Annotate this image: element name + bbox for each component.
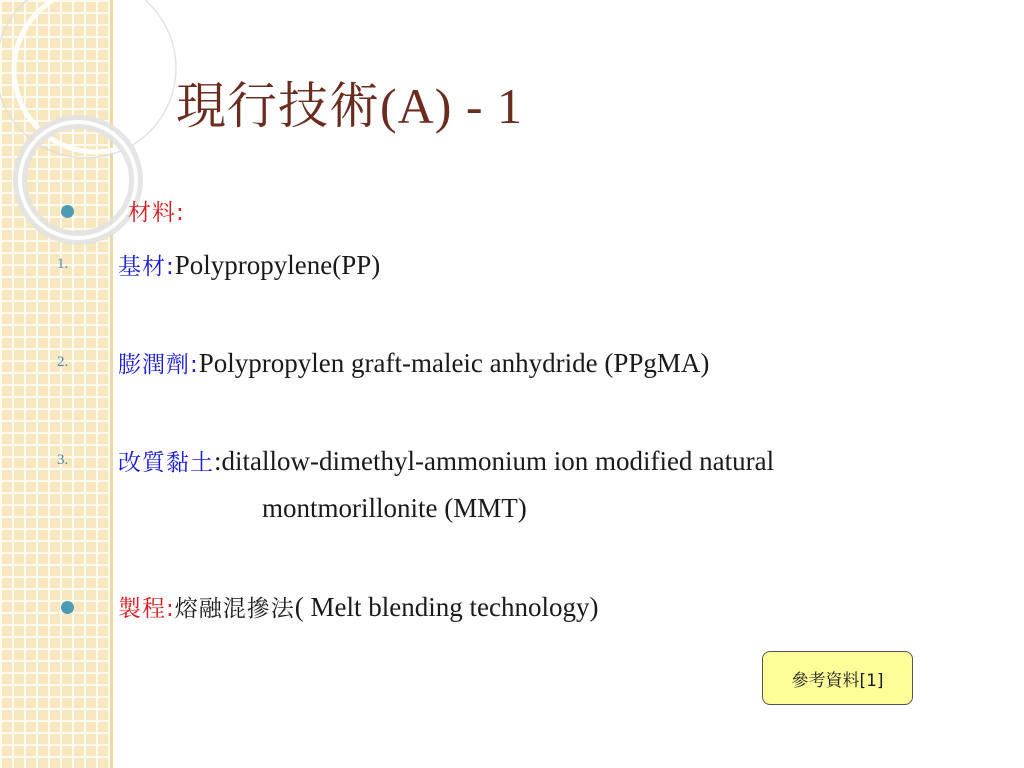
list-number: 3. bbox=[57, 452, 69, 468]
list-item-text: :ditallow-dimethyl-ammonium ion modified natural bbox=[214, 446, 775, 476]
list-item bbox=[118, 346, 709, 379]
list-item-label: 改質黏土 bbox=[118, 450, 214, 476]
decorative-ring-inner bbox=[20, 122, 136, 238]
reference-box bbox=[762, 651, 913, 705]
process-heading bbox=[118, 590, 598, 623]
bullet-dot bbox=[61, 601, 74, 614]
list-number: 2. bbox=[57, 354, 69, 370]
list-item bbox=[118, 248, 380, 281]
list-item-text: Polypropylene(PP) bbox=[174, 250, 381, 280]
list-item-text: Polypropylen graft-maleic anhydride (PPgMA) bbox=[198, 348, 710, 378]
process-method-en: ( Melt blending technology) bbox=[294, 592, 599, 622]
list-item-text-continuation: montmorillonite (MMT) bbox=[262, 493, 527, 523]
process-method-zh: 熔融混摻法 bbox=[174, 596, 295, 622]
list-number: 1. bbox=[57, 256, 69, 272]
list-item-continuation bbox=[262, 493, 527, 524]
reference-label: 參考資料[1] bbox=[791, 670, 884, 691]
list-item bbox=[118, 444, 774, 477]
bullet-dot bbox=[61, 205, 74, 218]
process-label: 製程: bbox=[118, 596, 175, 622]
list-item-label: 膨潤劑: bbox=[118, 352, 199, 378]
list-item-label: 基材: bbox=[118, 254, 175, 280]
materials-heading bbox=[128, 194, 185, 227]
materials-label: 材料: bbox=[128, 200, 185, 226]
slide-title: 現行技術(A) - 1 bbox=[176, 78, 524, 134]
